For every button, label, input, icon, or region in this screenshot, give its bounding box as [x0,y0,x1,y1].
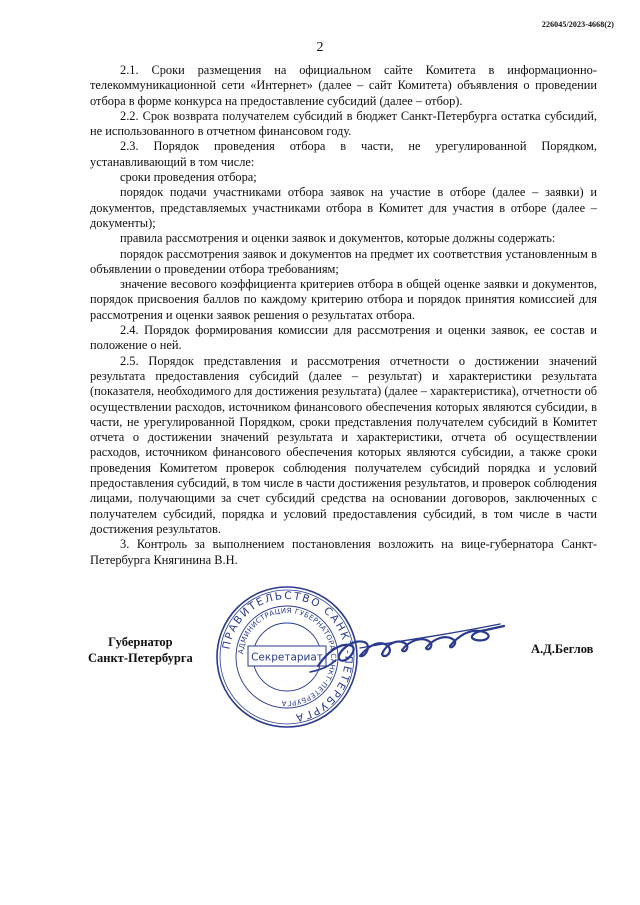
signatory-position-line-1: Губернатор [108,635,173,649]
paragraph-item-review-order: порядок рассмотрения заявок и документов на предмет их соответствия установленным в объявлении о проведении отбора требованиям; [90,246,597,276]
document-body [90,63,597,568]
signatory-name: А.Д.Беглов [531,642,594,656]
paragraph-2-1: 2.1. Сроки размещения на официальном сайте Комитета в информационно-телекоммуникационной сети «Интернет» (далее – сайт Комитета) объявления о проведении отбора в форме конкурса на предоставление субсидий (далее – отбор). [90,63,597,108]
svg-text:АДМИНИСТРАЦИЯ ГУБЕРНАТОРА САНК: АДМИНИСТРАЦИЯ ГУБЕРНАТОРА САНКТ-ПЕТЕРБУРГА [237,606,338,708]
document-id: 226045/2023-4668(2) [541,20,614,29]
svg-text:Секретариат: Секретариат [251,651,323,664]
signature-block [0,630,640,750]
svg-text:ПРАВИТЕЛЬСТВО САНКТ-ПЕТЕРБУРГА: ПРАВИТЕЛЬСТВО САНКТ-ПЕТЕРБУРГА [220,589,355,724]
paragraph-2-5: 2.5. Порядок представления и рассмотрения отчетности о достижении значений результата предоставления субсидий (далее – результат) и характеристики результата (показателя, необходимого для достижения результата) (далее – характеристика), отчетности об осуществлении расходов, источником финансового обеспечения которых являются субсидии, в части, не урегулированной Порядком, сроки представления получателем субсидий в Комитет отчета о достижении значений результата и характеристики, отчета об осуществлении расходов, источником финансового обеспечения которых являются субсидии, а также сроки проведения Комитетом проверок соблюдения получателем субсидий порядка и условий предоставления субсидий, в том числе в части достижения результатов, и проверок соблюдения лицами, получающими за счет субсидий средства на основании договоров, заключенных с получателем субсидий, порядка и условий предоставления субсидий, в том числе в части достижения результатов. [90,353,597,536]
paragraph-item-deadlines: сроки проведения отбора; [120,170,257,185]
page-number: 2 [316,40,324,55]
paragraph-2-3: 2.3. Порядок проведения отбора в части, не урегулированной Порядком, устанавливающий в том числе: [90,139,597,169]
paragraph-2-2: 2.2. Срок возврата получателем субсидий в бюджет Санкт-Петербурга остатка субсидий, не использованного в отчетном финансовом году. [90,108,597,139]
paragraph-item-weights: значение весового коэффициента критериев отбора в общей оценке заявки и документов, порядок присвоения баллов по каждому критерию отбора и порядок принятия комиссией для рассмотрения и оценки заявок решения о результатах отбора. [90,277,597,322]
paragraph-item-rules: правила рассмотрения и оценки заявок и документов, которые должны содержать: [120,231,556,246]
paragraph-item-submission: порядок подачи участниками отбора заявок на участие в отборе (далее – заявки) и документов, представляемых участниками отбора в Комитет для участия в отборе (далее – документы); [90,185,597,230]
signatory-position [88,634,193,666]
signatory-position-line-2: Санкт-Петербурга [88,651,193,665]
paragraph-3: 3. Контроль за выполнением постановления возложить на вице-губернатора Санкт-Петербурга Княгинина В.Н. [90,537,597,567]
paragraph-2-4: 2.4. Порядок формирования комиссии для рассмотрения и оценки заявок, ее состав и положение о ней. [90,323,597,353]
